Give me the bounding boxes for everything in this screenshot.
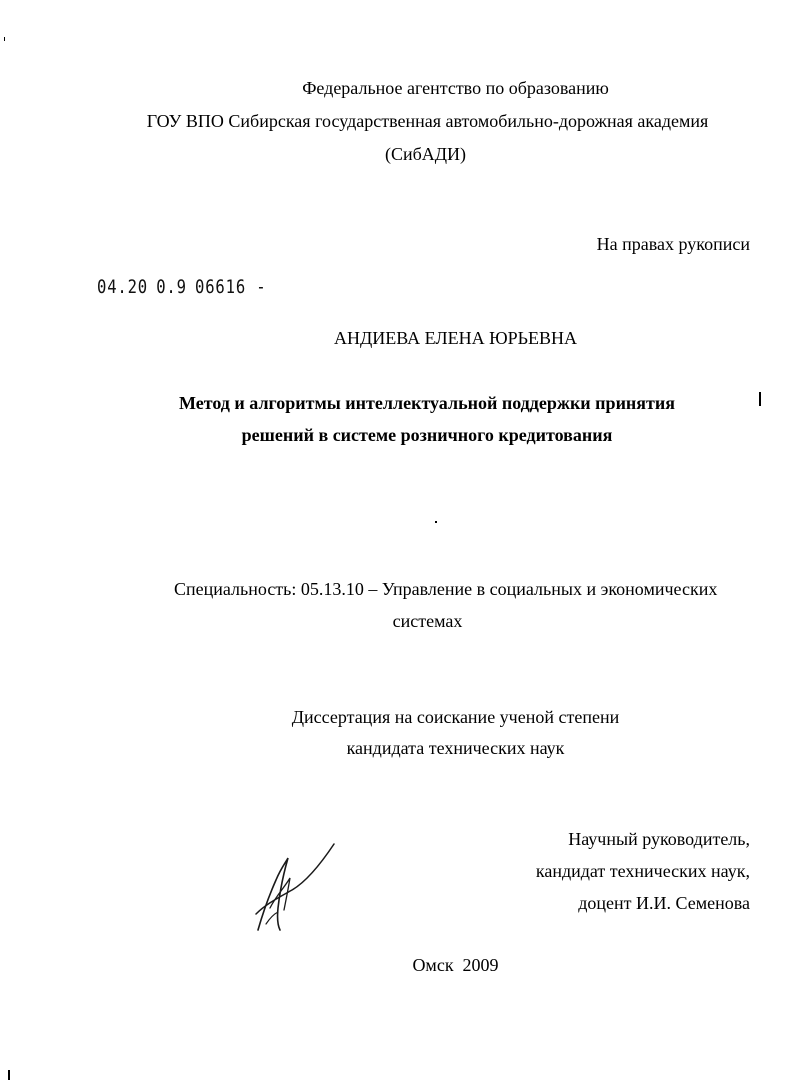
supervisor-line-3: доцент И.И. Семенова [578, 893, 750, 913]
scan-mark [759, 392, 761, 406]
supervisor-line-1: Научный руководитель, [568, 829, 750, 849]
stamp-part-2: 0.9 [156, 276, 187, 298]
agency-name: Федеральное агентство по образованию [302, 78, 609, 98]
specialty-line-2: системах [392, 611, 463, 631]
scan-mark-top [4, 37, 5, 41]
institution-name: ГОУ ВПО Сибирская государственная автомобильно-дорожная академия [146, 111, 709, 131]
author-name: АНДИЕВА ЕЛЕНА ЮРЬЕВНА [334, 328, 577, 348]
institution-abbreviation: (СибАДИ) [384, 144, 467, 164]
degree-line-2: кандидата технических наук [346, 738, 565, 758]
stamp-part-3: 06616 [195, 276, 247, 298]
dissertation-title-line-1: Метод и алгоритмы интеллектуальной поддержки принятия [178, 393, 675, 413]
supervisor-line-2: кандидат технических наук, [535, 861, 750, 881]
library-stamp: 04.20 0.9 06616 - [97, 276, 267, 298]
dissertation-title-line-2: решений в системе розничного кредитования [241, 425, 613, 445]
degree-line-1: Диссертация на соискание ученой степени [291, 707, 620, 727]
signature-image [248, 838, 348, 938]
city-year: Омск 2009 [412, 955, 499, 975]
manuscript-note: На правах рукописи [596, 234, 750, 254]
stamp-part-1: 04.20 [97, 276, 149, 298]
specialty-line-1: Специальность: 05.13.10 – Управление в социальных и экономических [174, 579, 718, 599]
scan-mark-bottom [8, 1070, 10, 1080]
scan-dot [435, 521, 437, 523]
